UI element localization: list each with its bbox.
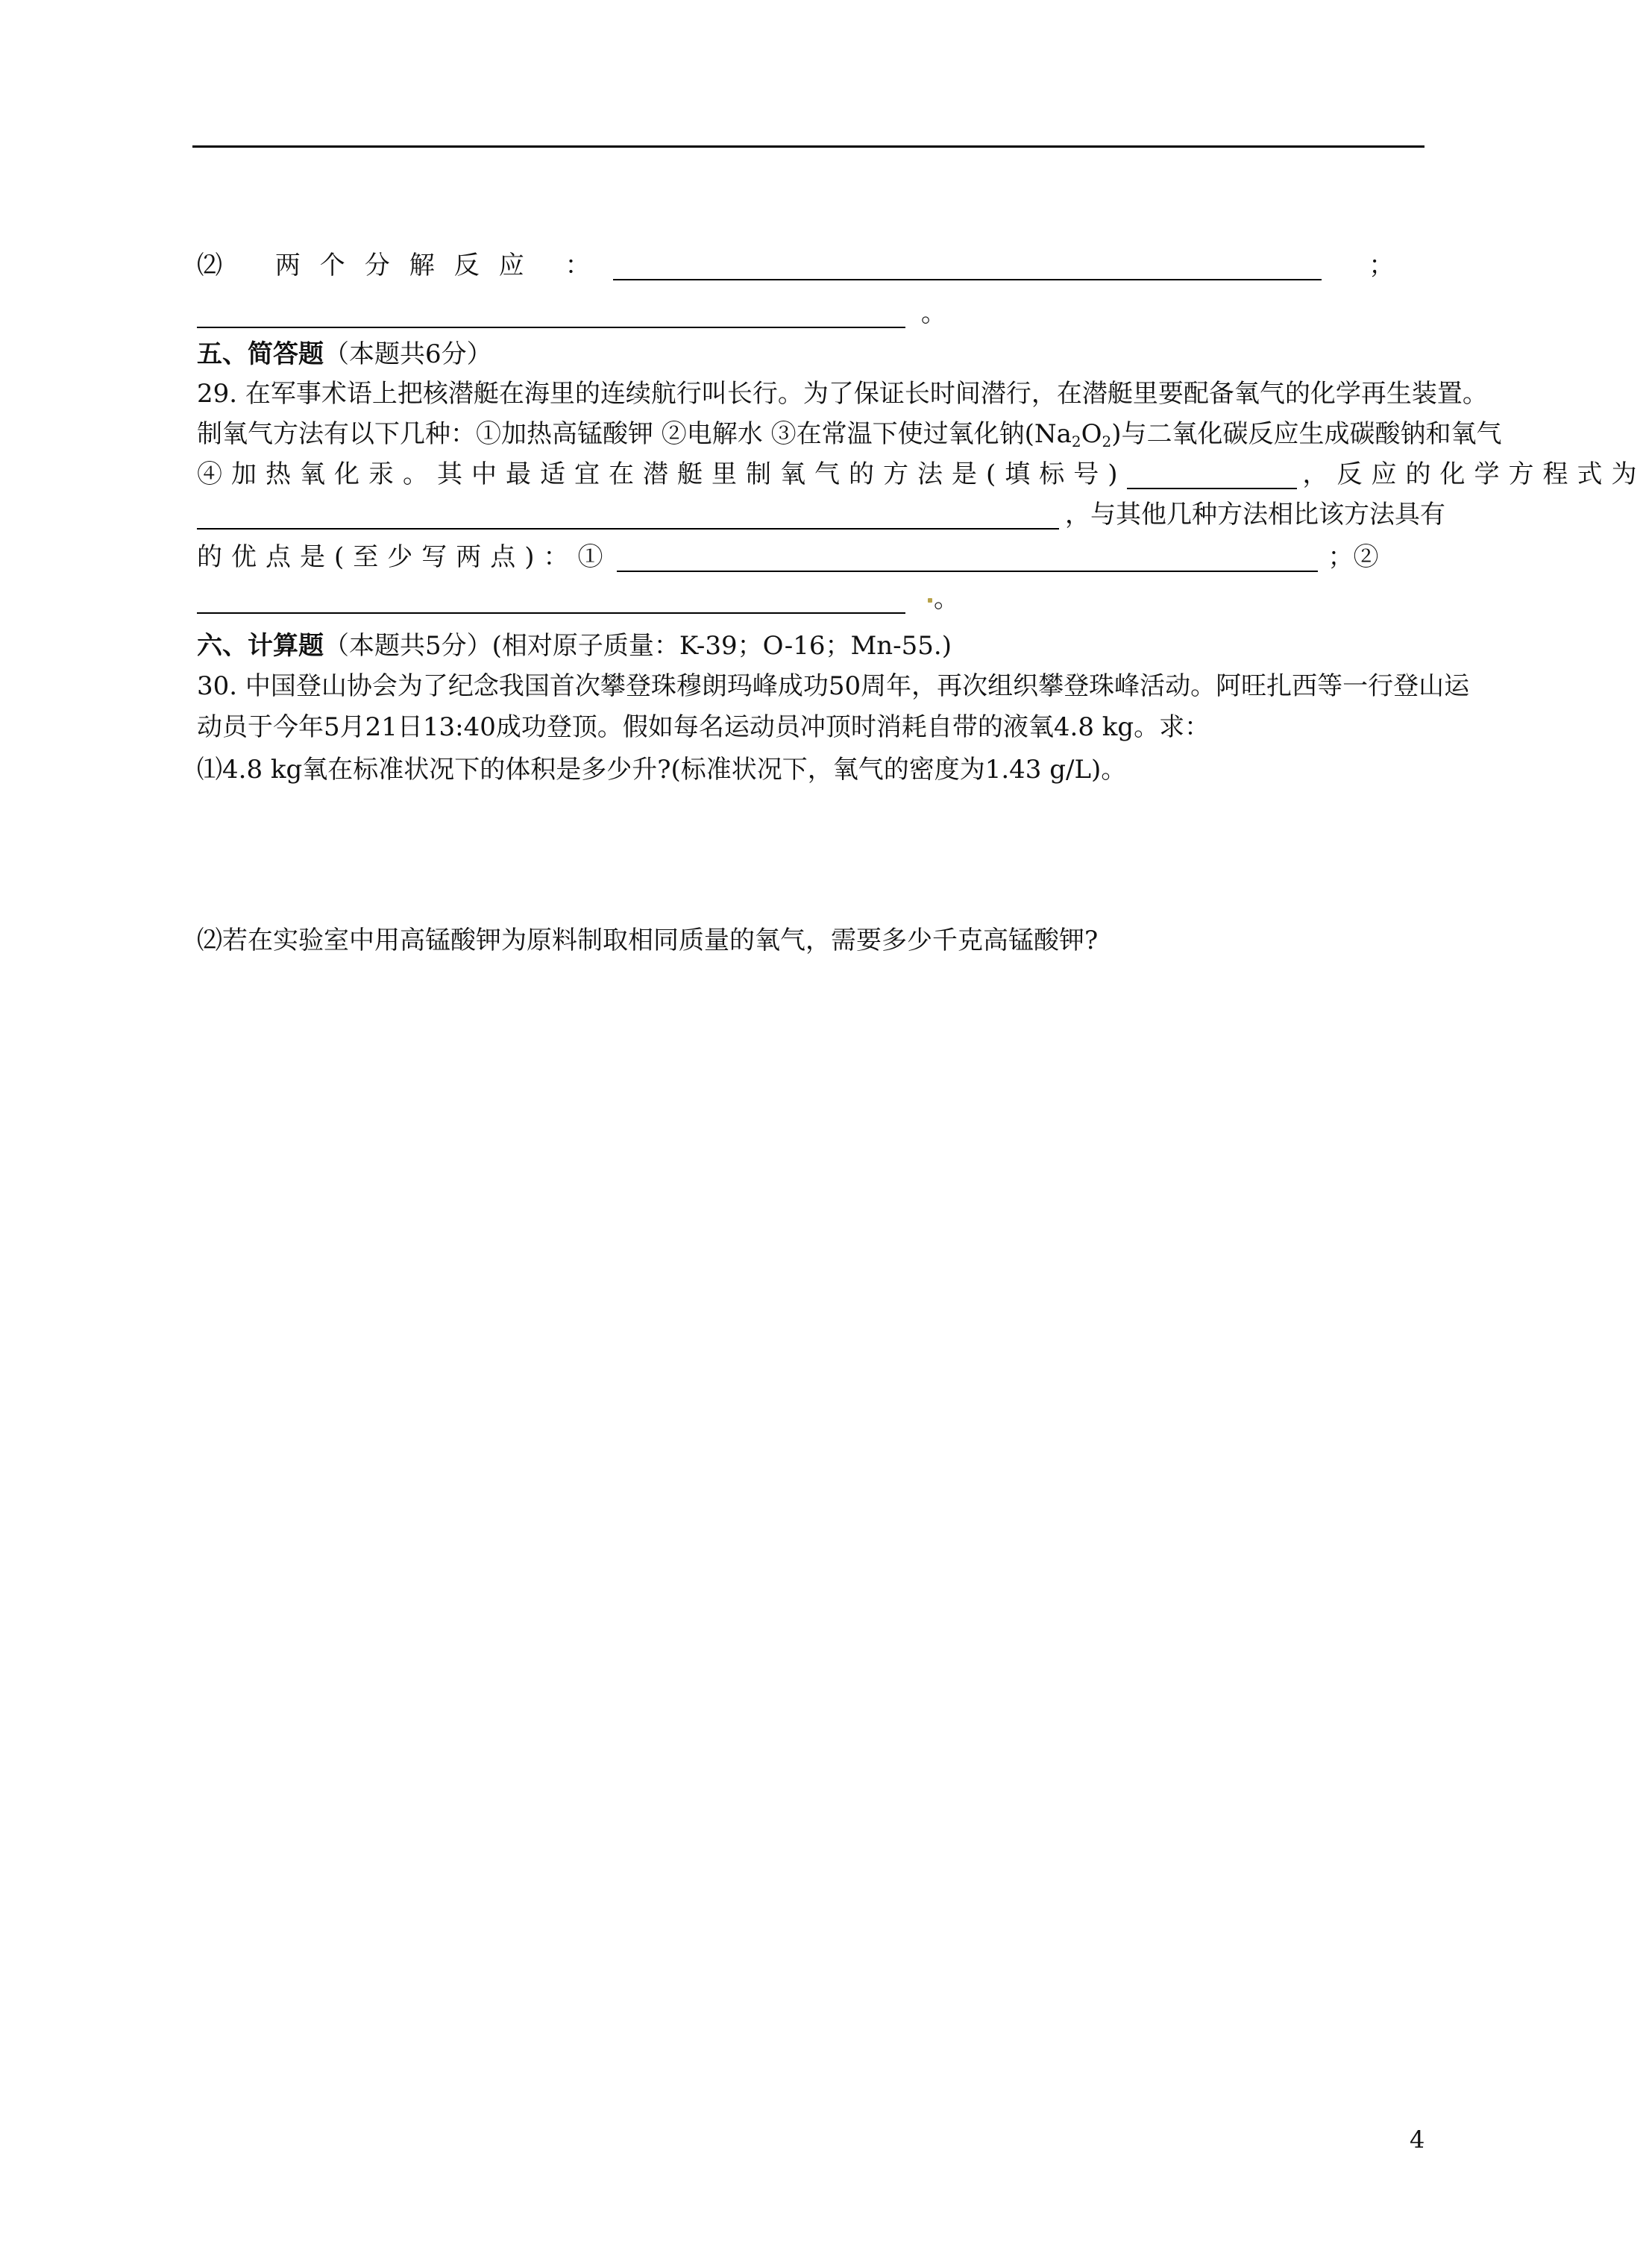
q28-semicolon: ；: [1369, 251, 1395, 280]
q29-line-4: [197, 500, 1445, 530]
q30-part-1: ⑴4.8 kg氧在标准状况下的体积是多少升?(标准状况下，氧气的密度为1.43 g/L)。: [197, 755, 1127, 785]
section-5-title: 五、简答题: [197, 339, 324, 369]
q29-method-blank[interactable]: [1127, 462, 1297, 489]
q29-line-2-c: )与二氧化碳反应生成碳酸钠和氧气: [1111, 419, 1502, 449]
q29-line-5: [197, 542, 1379, 572]
section-6-atomic-mass: (相对原子质量：K-39；O-16；Mn-55.): [491, 631, 952, 661]
q30-line-1: 30. 中国登山协会为了纪念我国首次攀登珠穆朗玛峰成功50周年，再次组织攀登珠峰活动。阿旺扎西等一行登山运: [197, 671, 1470, 701]
q28-colon: ：: [565, 251, 591, 280]
q29-line-2-a: 制氧气方法有以下几种：①加热高锰酸钾 ②电解水 ③在常温下使过氧化钠(Na: [197, 419, 1072, 449]
q29-line-5-a: 的优点是(至少写两点)：①: [197, 542, 612, 572]
q28-part2-line: [197, 251, 1394, 280]
header-rule: [192, 145, 1424, 148]
section-5-score: （本题共6分）: [324, 339, 492, 369]
section-6-heading: [197, 631, 952, 661]
q29-line-6-end: 。: [934, 584, 959, 614]
q30-part-2: ⑵若在实验室中用高锰酸钾为原料制取相同质量的氧气，需要多少千克高锰酸钾?: [197, 926, 1099, 955]
q29-advantage-blank-1[interactable]: [617, 545, 1318, 572]
q29-line-3-b: ，反应的化学方程式为: [1302, 459, 1646, 489]
q28-answer-blank-1[interactable]: [613, 254, 1322, 280]
q30-line-2: 动员于今年5月21日13:40成功登顶。假如每名运动员冲顶时消耗自带的液氧4.8 kg。求：: [197, 712, 1210, 742]
q28-part2-label: ⑵: [197, 251, 222, 280]
page-number: 4: [1410, 2126, 1425, 2154]
q29-equation-blank[interactable]: [197, 503, 1059, 530]
q29-line-3-a: ④加热氧化汞。其中最适宜在潜艇里制氧气的方法是(填标号): [197, 459, 1127, 489]
q29-sub-1: 2: [1071, 433, 1081, 450]
q28-answer-blank-2[interactable]: [197, 301, 905, 328]
section-6-title: 六、计算题: [197, 631, 324, 661]
q29-line-4-b: ，与其他几种方法相比该方法具有: [1065, 500, 1445, 530]
q29-line-1: 29. 在军事术语上把核潜艇在海里的连续航行叫长行。为了保证长时间潜行，在潜艇里要配备氧气的化学再生装置。: [197, 379, 1488, 409]
q29-line-5-b: ；②: [1328, 542, 1379, 572]
q29-advantage-blank-2[interactable]: [197, 587, 905, 614]
section-6-score: （本题共5分）: [324, 631, 492, 661]
small-mark-icon: [928, 598, 932, 603]
q28-part2-text: 两个分解反应: [274, 251, 544, 280]
section-5-heading: [197, 339, 492, 369]
q28-part2-line2: [197, 298, 946, 328]
q29-line-3: [197, 459, 1646, 489]
q29-line-2-b: O: [1081, 419, 1102, 449]
q28-period: 。: [920, 298, 946, 328]
q29-sub-2: 2: [1102, 433, 1112, 450]
q29-line-2: [197, 419, 1502, 456]
q29-line-6: [197, 584, 959, 614]
